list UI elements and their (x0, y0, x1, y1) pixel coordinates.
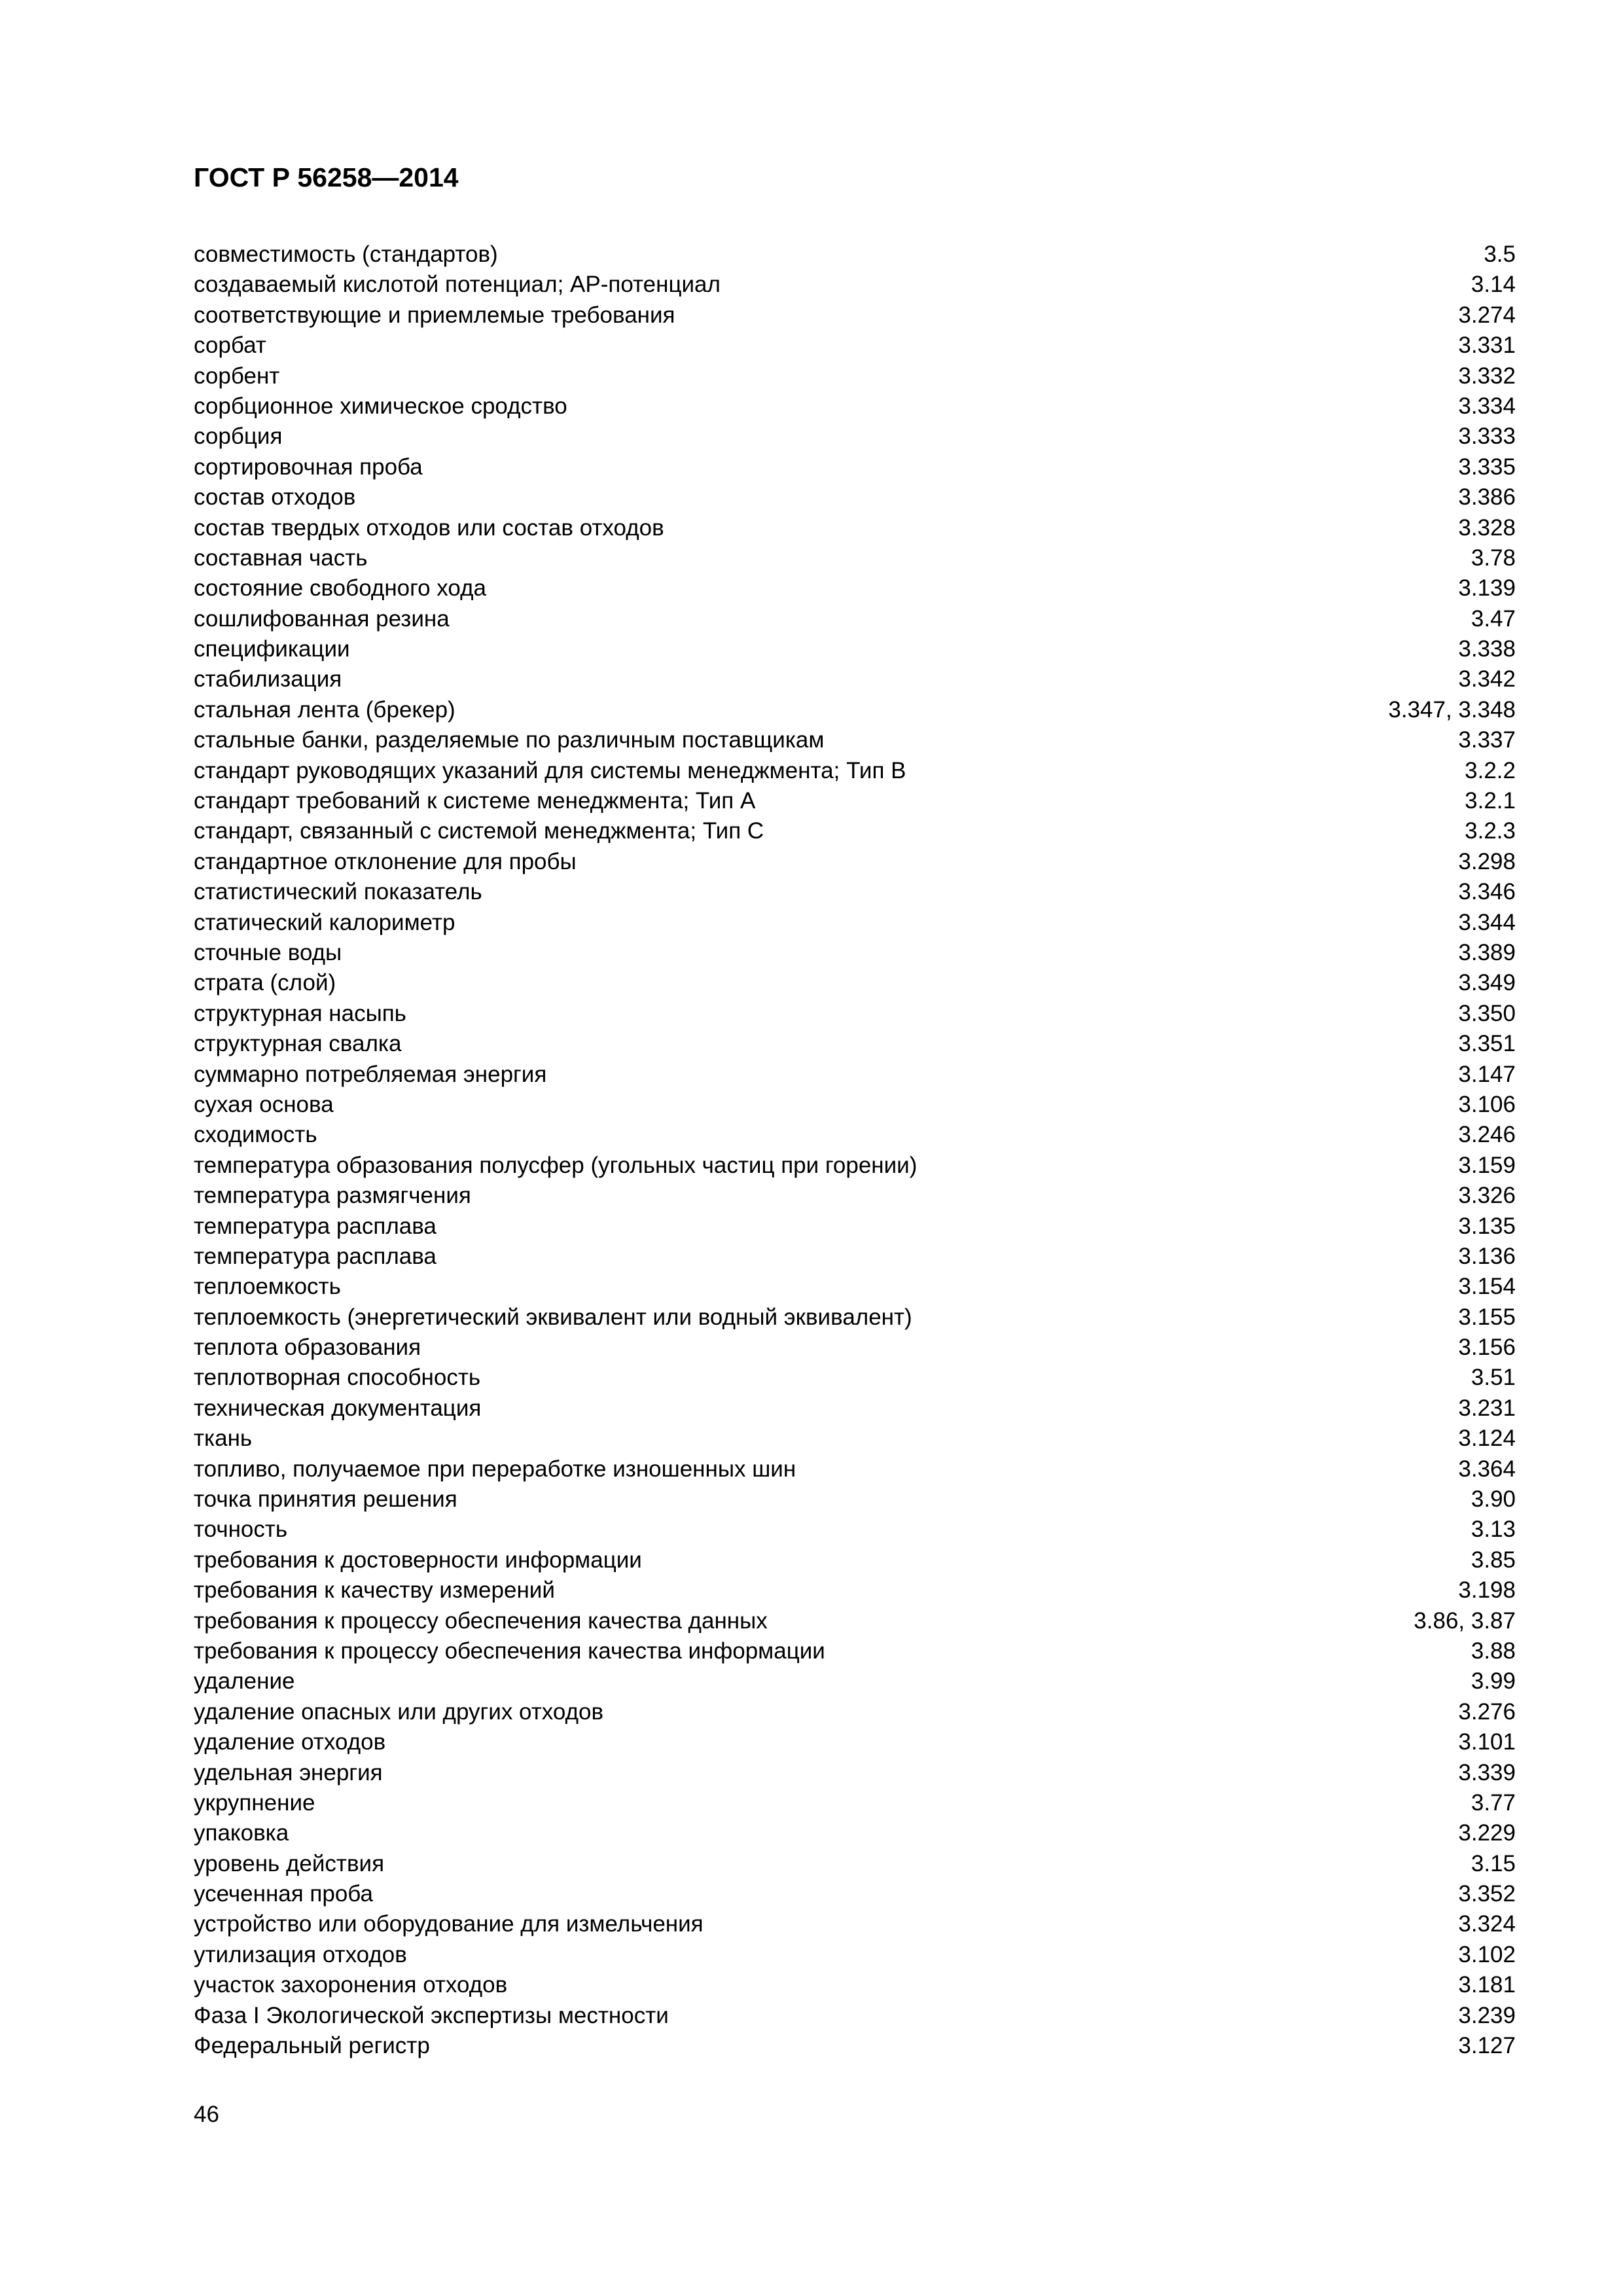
index-reference: 3.88 (1471, 1638, 1516, 1664)
index-reference: 3.159 (1458, 1152, 1516, 1178)
index-term: утилизация отходов (194, 1941, 407, 1967)
index-row (194, 513, 1516, 543)
index-term: стальная лента (брекер) (194, 696, 455, 723)
index-reference: 3.337 (1458, 727, 1516, 753)
index-reference: 3.364 (1458, 1456, 1516, 1482)
index-row (194, 786, 1516, 816)
index-term: точка принятия решения (194, 1486, 457, 1513)
index-row (194, 999, 1516, 1029)
index-reference: 3.181 (1458, 1972, 1516, 1998)
index-row (194, 938, 1516, 968)
index-term: температура расплава (194, 1213, 437, 1239)
index-row (194, 361, 1516, 391)
index-term: создаваемый кислотой потенциал; АР-потенциал (194, 272, 721, 298)
index-reference: 3.155 (1458, 1304, 1516, 1330)
index-row (194, 1302, 1516, 1333)
index-reference: 3.333 (1458, 423, 1516, 450)
index-row (194, 543, 1516, 573)
index-reference: 3.332 (1458, 363, 1516, 389)
index-row (194, 573, 1516, 603)
index-reference: 3.51 (1471, 1365, 1516, 1391)
index-term: статистический показатель (194, 879, 482, 905)
index-row (194, 1363, 1516, 1393)
index-row (194, 300, 1516, 331)
index-row (194, 1060, 1516, 1090)
term-index-list (194, 240, 1516, 2061)
index-row (194, 1393, 1516, 1424)
index-row (194, 1606, 1516, 1636)
index-row (194, 1697, 1516, 1727)
index-term: состояние свободного хода (194, 575, 486, 601)
index-term: статический калориметр (194, 909, 455, 935)
index-term: составная часть (194, 545, 368, 571)
index-row (194, 1151, 1516, 1181)
index-row (194, 1727, 1516, 1757)
index-term: топливо, получаемое при переработке изношенных шин (194, 1456, 796, 1482)
index-reference: 3.344 (1458, 909, 1516, 935)
index-term: удаление (194, 1668, 295, 1695)
index-reference: 3.334 (1458, 393, 1516, 419)
index-row (194, 695, 1516, 725)
index-row (194, 816, 1516, 846)
index-row (194, 1424, 1516, 1454)
index-term: техническая документация (194, 1395, 482, 1421)
index-reference: 3.338 (1458, 636, 1516, 662)
index-reference: 3.99 (1471, 1668, 1516, 1695)
index-row (194, 847, 1516, 877)
index-reference: 3.124 (1458, 1426, 1516, 1452)
index-row (194, 2031, 1516, 2061)
index-reference: 3.77 (1471, 1789, 1516, 1816)
index-row (194, 1758, 1516, 1788)
index-row (194, 634, 1516, 664)
index-row (194, 1211, 1516, 1242)
index-term: температура размягчения (194, 1183, 471, 1209)
index-reference: 3.274 (1458, 302, 1516, 328)
index-term: соответствующие и приемлемые требования (194, 302, 675, 328)
index-reference: 3.135 (1458, 1213, 1516, 1239)
index-term: состав отходов (194, 484, 356, 511)
index-term: требования к качеству измерений (194, 1577, 555, 1604)
index-term: ткань (194, 1426, 253, 1452)
index-reference: 3.342 (1458, 666, 1516, 692)
index-row (194, 1940, 1516, 1970)
index-row (194, 756, 1516, 786)
index-reference: 3.15 (1471, 1850, 1516, 1876)
index-row (194, 877, 1516, 907)
index-term: состав твердых отходов или состав отходов (194, 514, 664, 541)
index-reference: 3.349 (1458, 970, 1516, 996)
index-term: требования к процессу обеспечения качества информации (194, 1638, 825, 1664)
index-row (194, 1272, 1516, 1302)
index-reference: 3.350 (1458, 1000, 1516, 1026)
index-reference: 3.2.3 (1465, 818, 1516, 844)
index-term: теплотворная способность (194, 1365, 481, 1391)
index-term: усеченная проба (194, 1881, 374, 1907)
index-term: сорбция (194, 423, 283, 450)
index-term: суммарно потребляемая энергия (194, 1061, 547, 1087)
index-row (194, 1545, 1516, 1575)
index-reference: 3.154 (1458, 1274, 1516, 1300)
index-reference: 3.352 (1458, 1881, 1516, 1907)
index-term: сточные воды (194, 939, 342, 965)
index-term: точность (194, 1516, 288, 1543)
index-term: сорбент (194, 363, 280, 389)
index-reference: 3.386 (1458, 484, 1516, 511)
index-reference: 3.229 (1458, 1820, 1516, 1846)
index-term: температура образования полусфер (угольных частиц при горении) (194, 1152, 918, 1178)
index-reference: 3.156 (1458, 1335, 1516, 1361)
index-row (194, 968, 1516, 998)
index-term: температура расплава (194, 1243, 437, 1269)
index-row (194, 1242, 1516, 1272)
index-reference: 3.276 (1458, 1698, 1516, 1725)
index-row (194, 1879, 1516, 1909)
index-row (194, 1788, 1516, 1818)
index-term: теплоемкость (194, 1274, 341, 1300)
index-reference: 3.139 (1458, 575, 1516, 601)
index-reference: 3.78 (1471, 545, 1516, 571)
index-row (194, 1484, 1516, 1515)
index-term: страта (слой) (194, 970, 336, 996)
index-term: сорбат (194, 332, 266, 359)
index-term: стальные банки, разделяемые по различным поставщикам (194, 727, 825, 753)
index-term: упаковка (194, 1820, 289, 1846)
index-row (194, 452, 1516, 482)
index-row (194, 1333, 1516, 1363)
index-reference: 3.351 (1458, 1031, 1516, 1057)
index-reference: 3.14 (1471, 272, 1516, 298)
index-term: стандарт, связанный с системой менеджмента; Тип С (194, 818, 764, 844)
index-row (194, 1849, 1516, 1879)
index-term: стандарт руководящих указаний для системы менеджмента; Тип В (194, 757, 906, 783)
index-reference: 3.106 (1458, 1091, 1516, 1117)
index-row (194, 1515, 1516, 1545)
index-row (194, 1636, 1516, 1666)
index-term: укрупнение (194, 1789, 315, 1816)
index-row (194, 1090, 1516, 1120)
index-row (194, 331, 1516, 361)
index-reference: 3.198 (1458, 1577, 1516, 1604)
index-reference: 3.2.1 (1465, 788, 1516, 814)
index-term: удельная энергия (194, 1759, 383, 1785)
index-reference: 3.147 (1458, 1061, 1516, 1087)
index-row (194, 1666, 1516, 1696)
index-reference: 3.298 (1458, 848, 1516, 874)
index-term: устройство или оборудование для измельчения (194, 1911, 704, 1937)
index-row (194, 664, 1516, 694)
page-number: 46 (194, 2102, 219, 2127)
index-term: сортировочная проба (194, 454, 423, 480)
index-term: стабилизация (194, 666, 342, 692)
index-reference: 3.239 (1458, 2002, 1516, 2028)
index-reference: 3.5 (1484, 242, 1516, 267)
index-term: удаление отходов (194, 1729, 386, 1755)
index-reference: 3.2.2 (1465, 757, 1516, 783)
index-row (194, 908, 1516, 938)
index-row (194, 1029, 1516, 1059)
index-term: удаление опасных или других отходов (194, 1698, 604, 1725)
index-reference: 3.347, 3.348 (1388, 696, 1516, 723)
index-reference: 3.328 (1458, 514, 1516, 541)
index-reference: 3.231 (1458, 1395, 1516, 1421)
index-row (194, 604, 1516, 634)
index-row (194, 1120, 1516, 1150)
index-reference: 3.335 (1458, 454, 1516, 480)
index-term: сорбционное химическое сродство (194, 393, 567, 419)
index-reference: 3.331 (1458, 332, 1516, 359)
index-term: сошлифованная резина (194, 605, 450, 632)
index-reference: 3.246 (1458, 1122, 1516, 1148)
index-row (194, 1818, 1516, 1848)
index-reference: 3.389 (1458, 939, 1516, 965)
index-row (194, 1181, 1516, 1211)
index-reference: 3.136 (1458, 1243, 1516, 1269)
index-row (194, 422, 1516, 452)
index-term: требования к процессу обеспечения качества данных (194, 1607, 768, 1634)
index-row (194, 2001, 1516, 2031)
index-reference: 3.13 (1471, 1516, 1516, 1543)
index-reference: 3.127 (1458, 2033, 1516, 2059)
index-reference: 3.86, 3.87 (1414, 1607, 1516, 1634)
index-reference: 3.102 (1458, 1941, 1516, 1967)
index-row (194, 1575, 1516, 1605)
index-reference: 3.85 (1471, 1547, 1516, 1573)
index-reference: 3.326 (1458, 1183, 1516, 1209)
index-term: сухая основа (194, 1091, 334, 1117)
index-term: Федеральный регистр (194, 2033, 430, 2059)
index-reference: 3.47 (1471, 605, 1516, 632)
index-term: уровень действия (194, 1850, 385, 1876)
index-reference: 3.346 (1458, 879, 1516, 905)
index-term: спецификации (194, 636, 350, 662)
index-term: Фаза I Экологической экспертизы местности (194, 2002, 669, 2028)
index-reference: 3.101 (1458, 1729, 1516, 1755)
index-term: сходимость (194, 1122, 317, 1148)
index-reference: 3.339 (1458, 1759, 1516, 1785)
index-term: стандартное отклонение для пробы (194, 848, 577, 874)
index-term: теплоемкость (энергетический эквивалент или водный эквивалент) (194, 1304, 912, 1330)
index-reference: 3.90 (1471, 1486, 1516, 1513)
index-term: структурная насыпь (194, 1000, 406, 1026)
index-row (194, 240, 1516, 270)
index-term: стандарт требований к системе менеджмента; Тип А (194, 788, 756, 814)
index-row (194, 1454, 1516, 1484)
index-row (194, 1970, 1516, 2000)
index-term: структурная свалка (194, 1031, 402, 1057)
index-term: теплота образования (194, 1335, 421, 1361)
index-term: участок захоронения отходов (194, 1972, 508, 1998)
index-row (194, 482, 1516, 512)
index-term: совместимость (стандартов) (194, 242, 498, 267)
index-row (194, 270, 1516, 300)
index-term: требования к достоверности информации (194, 1547, 642, 1573)
index-row (194, 1909, 1516, 1939)
index-reference: 3.324 (1458, 1911, 1516, 1937)
index-row (194, 391, 1516, 422)
document-header: ГОСТ Р 56258—2014 (194, 162, 459, 192)
index-row (194, 725, 1516, 755)
